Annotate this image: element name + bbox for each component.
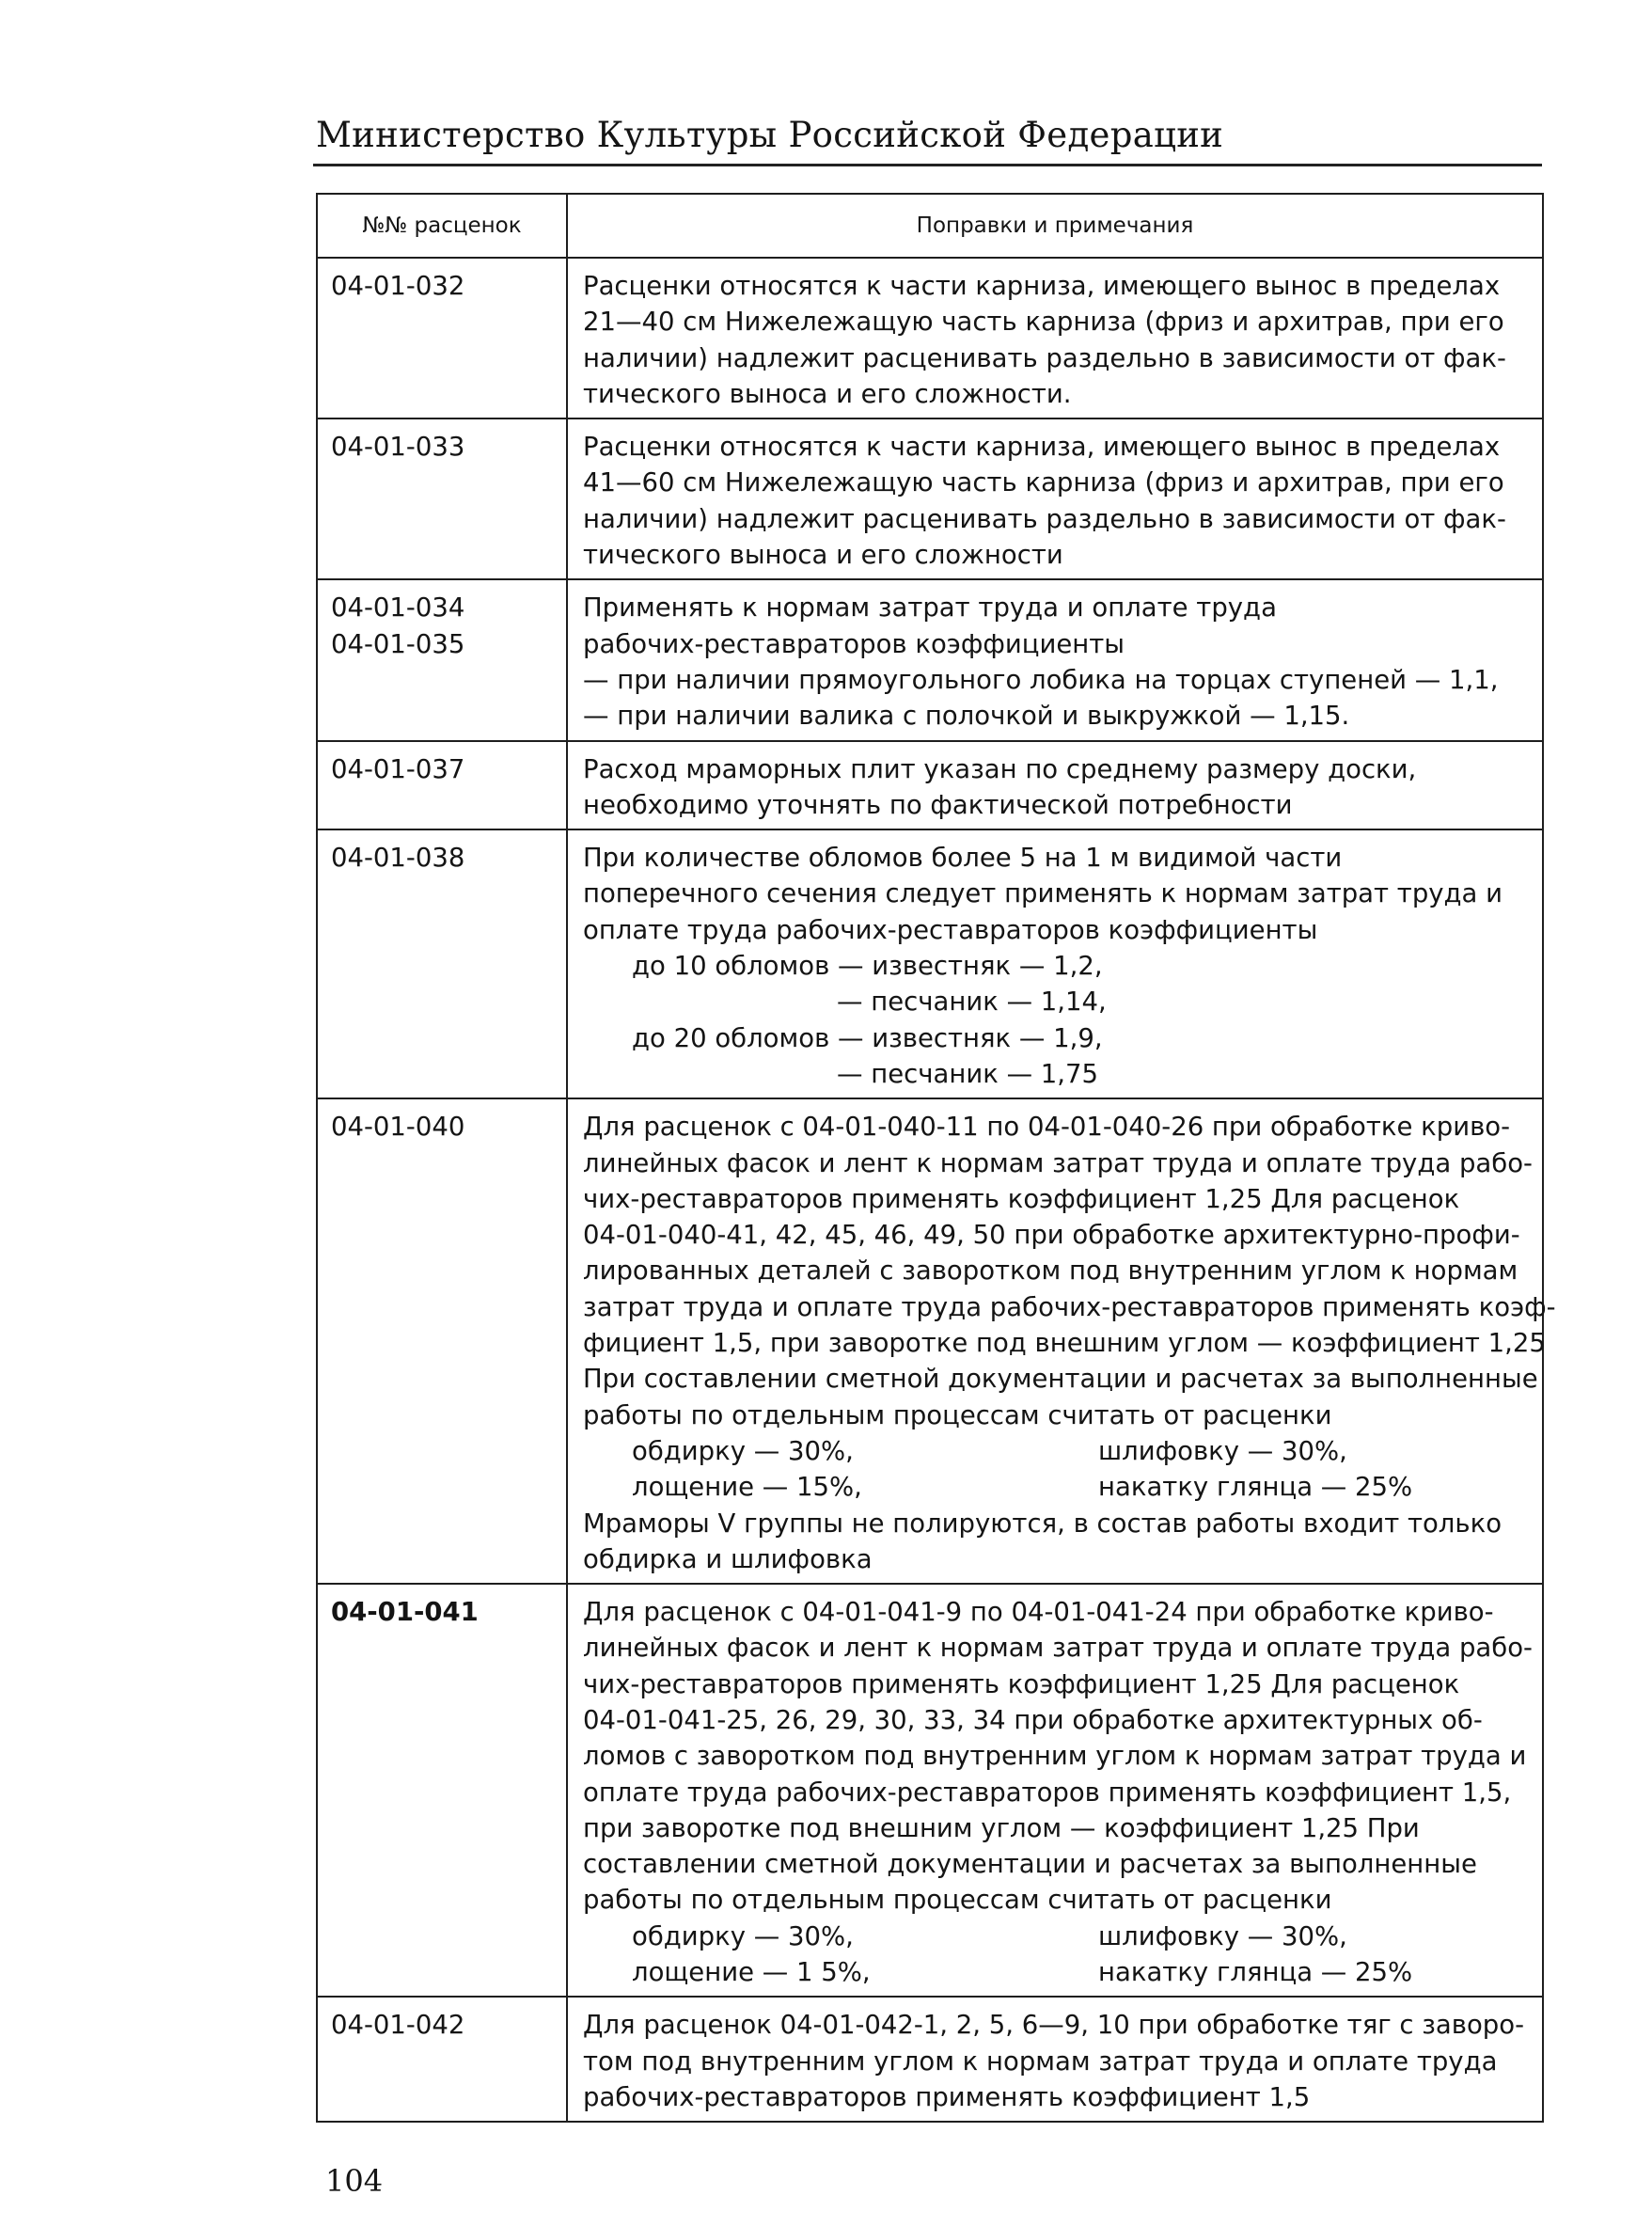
note-line: Расценки относятся к части карниза, имеющего вынос в пределах xyxy=(583,432,1501,463)
note-line: 04-01-041-25, 26, 29, 30, 33, 34 при обработке архитектурных об- xyxy=(583,1704,1483,1735)
rate-code-cell xyxy=(317,579,567,740)
coefficient-line: до 10 обломов — известняк — 1,2, xyxy=(632,951,1103,982)
note-line: линейных фасок и лент к нормам затрат труда и оплате труда рабо- xyxy=(583,1147,1533,1178)
rate-code: 04-01-034 xyxy=(331,592,465,624)
rate-code-cell xyxy=(317,258,567,419)
note-line: 04-01-040-41, 42, 45, 46, 49, 50 при обработке архитектурно-профи- xyxy=(583,1220,1520,1251)
table-row xyxy=(317,579,1543,740)
note-line: Расценки относятся к части карниза, имеющего вынос в пределах xyxy=(583,271,1501,301)
note-cell xyxy=(567,741,1543,830)
note-line: рабочих-реставраторов коэффициенты xyxy=(583,628,1125,659)
note-cell xyxy=(567,579,1543,740)
table-row xyxy=(317,258,1543,419)
note-line: Расход мраморных плит указан по среднему размеру доски, xyxy=(583,753,1417,784)
percentage-item: шлифовку — 30%, xyxy=(1098,1920,1347,1951)
column-header-codes: №№ расценок xyxy=(317,194,567,258)
note-line: 21—40 см Нижележащую часть карниза (фриз и архитрав, при его xyxy=(583,307,1504,338)
rate-code-cell xyxy=(317,419,567,579)
percentage-item: лощение — 15%, xyxy=(632,1472,862,1503)
note-line: оплате труда рабочих-реставраторов коэффициенты xyxy=(583,914,1318,945)
rate-code-cell xyxy=(317,1997,567,2122)
note-cell xyxy=(567,1997,1543,2122)
rate-code: 04-01-037 xyxy=(331,753,465,784)
percentage-item: лощение — 1 5%, xyxy=(632,1957,871,1988)
table-row xyxy=(317,1584,1543,1997)
note-line: работы по отдельным процессам считать от расценки xyxy=(583,1399,1332,1430)
note-line: поперечного сечения следует применять к нормам затрат труда и xyxy=(583,878,1503,909)
rate-code: 04-01-033 xyxy=(331,432,465,463)
note-line: рабочих-реставраторов применять коэффициент 1,5 xyxy=(583,2081,1311,2112)
note-line: 41—60 см Нижележащую часть карниза (фриз и архитрав, при его xyxy=(583,467,1504,498)
note-line: Для расценок 04-01-042-1, 2, 5, 6—9, 10 при обработке тяг с заворо- xyxy=(583,2010,1524,2041)
note-cell xyxy=(567,419,1543,579)
note-line: обдирка и шлифовка xyxy=(583,1543,873,1574)
rate-code-cell xyxy=(317,1584,567,1997)
coefficient-line: до 20 обломов — известняк — 1,9, xyxy=(632,1022,1103,1053)
percentage-pair xyxy=(583,1919,1536,1954)
note-line: — при наличии валика с полочкой и выкружкой — 1,15. xyxy=(583,701,1350,732)
note-line: наличии) надлежит расценивать раздельно в зависимости от фак- xyxy=(583,342,1506,373)
percentage-pair xyxy=(583,1954,1536,1990)
header-rule xyxy=(313,164,1542,166)
note-line: чих-реставраторов применять коэффициент 1,25 Для расценок xyxy=(583,1668,1460,1699)
note-line: при заворотке под внешним углом — коэффициент 1,25 При xyxy=(583,1812,1420,1843)
table-row xyxy=(317,829,1543,1098)
column-header-notes: Поправки и примечания xyxy=(567,194,1543,258)
table-row xyxy=(317,419,1543,579)
percentage-pair xyxy=(583,1433,1536,1469)
note-line: работы по отдельным процессам считать от расценки xyxy=(583,1885,1332,1916)
rate-code: 04-01-038 xyxy=(331,843,465,874)
coefficient-line: — песчаник — 1,14, xyxy=(837,987,1107,1018)
table-row xyxy=(317,1997,1543,2122)
note-line: ломов с заворотком под внутренним углом к нормам затрат труда и xyxy=(583,1741,1527,1772)
rate-code: 04-01-042 xyxy=(331,2010,465,2041)
note-line: Применять к нормам затрат труда и оплате труда xyxy=(583,592,1277,624)
rate-code: 04-01-032 xyxy=(331,271,465,301)
percentage-item: накатку глянца — 25% xyxy=(1098,1472,1413,1503)
note-cell xyxy=(567,258,1543,419)
note-line: затрат труда и оплате труда рабочих-реставраторов применять коэф- xyxy=(583,1291,1556,1322)
note-line: фициент 1,5, при заворотке под внешним углом — коэффициент 1,25 xyxy=(583,1328,1546,1359)
note-line: Для расценок с 04-01-040-11 по 04-01-040-26 при обработке криво- xyxy=(583,1112,1511,1143)
note-line: чих-реставраторов применять коэффициент 1,25 Для расценок xyxy=(583,1183,1460,1214)
note-line: лированных деталей с заворотком под внутренним углом к нормам xyxy=(583,1256,1518,1287)
note-line: линейных фасок и лент к нормам затрат труда и оплате труда рабо- xyxy=(583,1633,1533,1664)
percentage-pair xyxy=(583,1469,1536,1505)
rate-code-cell xyxy=(317,829,567,1098)
page-number: 104 xyxy=(325,2163,384,2199)
rate-code-cell xyxy=(317,1098,567,1584)
note-cell xyxy=(567,829,1543,1098)
table-row xyxy=(317,741,1543,830)
page-header: Министерство Культуры Российской Федерации xyxy=(316,115,1224,155)
note-cell xyxy=(567,1584,1543,1997)
note-line: том под внутренним углом к нормам затрат труда и оплате труда xyxy=(583,2045,1498,2077)
table-header-row xyxy=(317,194,1543,258)
percentage-item: обдирку — 30%, xyxy=(632,1435,854,1466)
note-line: необходимо уточнять по фактической потребности xyxy=(583,789,1293,820)
note-line: наличии) надлежит расценивать раздельно в зависимости от фак- xyxy=(583,503,1506,534)
rate-code: 04-01-035 xyxy=(331,628,465,659)
table-row xyxy=(317,1098,1543,1584)
percentage-item: обдирку — 30%, xyxy=(632,1920,854,1951)
note-line: Для расценок с 04-01-041-9 по 04-01-041-24 при обработке криво- xyxy=(583,1597,1494,1628)
note-line: — при наличии прямоугольного лобика на торцах ступеней — 1,1, xyxy=(583,664,1499,695)
note-line: оплате труда рабочих-реставраторов применять коэффициент 1,5, xyxy=(583,1777,1512,1808)
note-line: тического выноса и его сложности xyxy=(583,540,1063,571)
note-line: тического выноса и его сложности. xyxy=(583,378,1072,409)
note-line: составлении сметной документации и расчетах за выполненные xyxy=(583,1849,1477,1880)
rates-table xyxy=(316,193,1556,2123)
percentage-item: шлифовку — 30%, xyxy=(1098,1435,1347,1466)
rate-code: 04-01-040 xyxy=(331,1112,465,1143)
rate-code: 04-01-041 xyxy=(331,1597,479,1628)
percentage-item: накатку глянца — 25% xyxy=(1098,1957,1413,1988)
coefficient-line: — песчаник — 1,75 xyxy=(837,1058,1099,1089)
rate-code-cell xyxy=(317,741,567,830)
note-line: При количестве обломов более 5 на 1 м видимой части xyxy=(583,843,1343,874)
note-cell xyxy=(567,1098,1556,1584)
note-line: При составлении сметной документации и расчетах за выполненные xyxy=(583,1364,1538,1395)
note-line: Мраморы V группы не полируются, в состав работы входит только xyxy=(583,1508,1503,1539)
